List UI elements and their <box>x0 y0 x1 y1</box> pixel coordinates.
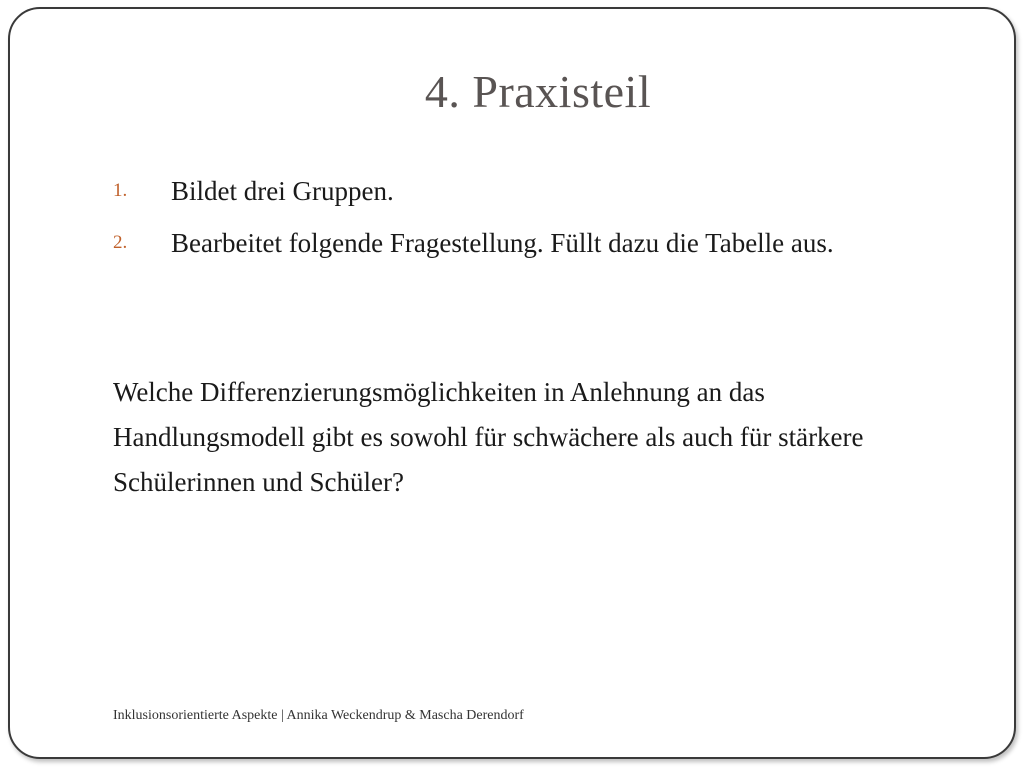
slide-footer: Inklusionsorientierte Aspekte | Annika Weckendrup & Mascha Derendorf <box>113 708 524 723</box>
list-item-text: Bildet drei Gruppen. <box>171 176 394 206</box>
list-item <box>113 220 913 266</box>
step-list <box>113 168 913 272</box>
slide-title: 4. Praxisteil <box>424 66 652 117</box>
list-item-number: 1. <box>113 180 128 201</box>
list-item-number: 2. <box>113 232 128 253</box>
list-item-text: Bearbeitet folgende Fragestellung. Füllt dazu die Tabelle aus. <box>171 228 834 258</box>
question-text: Welche Differenzierungsmöglichkeiten in Anlehnung an das Handlungsmodell gibt es sowohl für schwächere als auch für stärkere Schülerinnen und Schüler? <box>113 377 864 497</box>
list-item <box>113 168 913 214</box>
